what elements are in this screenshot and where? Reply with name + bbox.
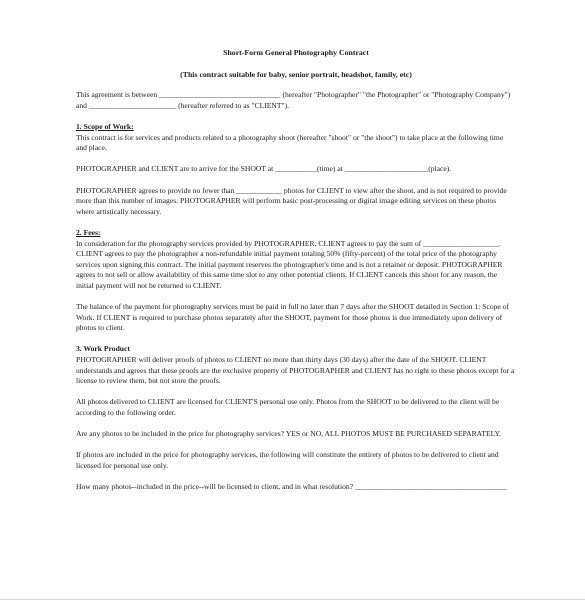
section-1-photos-paragraph: PHOTOGRAPHER agrees to provide no fewer than ____________ photos for CLIENT to view after the shoot, and is not required to provide more than this number of images. PHOTOGRAPHER will perform basic post-processing or digital image editing services on these photos where artistically necessary. <box>76 185 507 216</box>
section-2-body: In consideration for the photography services provided by PHOTOGRAPHER, CLIENT agrees to pay the sum of ____________________. CLIENT agrees to pay the photographer a non-refundable initial payment totaling 50% (fifty-percent) of the total price of the photography services upon signing this contract. The initial payment reserves the photographer's time and is not a retainer or deposit. PHOTOGRAPHER agrees to not sell or allow availability of this same time slot to any other potential clients. If CLIENT cancels this shoot for any reason, the initial payment will not be returned to CLIENT. <box>76 238 503 290</box>
document-subtitle: (This contract suitable for baby, senior portrait, headshot, family, etc) <box>180 69 412 79</box>
section-3-included-question: Are any photos to be included in the price for photography services? YES or NO, ALL PHOTOS MUST BE PURCHASED SEPARATELY. <box>76 429 501 439</box>
document-content <box>76 48 516 503</box>
section-3-body: PHOTOGRAPHER will deliver proofs of photos to CLIENT no more than thirty days (30 days) after the date of the SHOOT. CLIENT understands and agrees that these proofs are the exclusive property of PHOTOGRAPHER and CLIENT has no right to these photos except for a license to review them, but not store the proofs. <box>76 355 515 386</box>
section-1-arrival-paragraph: PHOTOGRAPHER and CLIENT are to arrive for the SHOOT at ___________(time) at ______________________(place). <box>76 164 452 174</box>
section-3-license-paragraph: All photos delivered to CLIENT are licensed for CLIENT'S personal use only. Photos from the SHOOT to be delivered to the client will be according to the following order. <box>76 397 500 417</box>
section-2-balance-paragraph: The balance of the payment for photography services must be paid in full no later than 7 days after the SHOOT detailed in Section 1: Scope of Work. If CLIENT is required to purchase photos separately after the SHOOT, payment for those photos is due immediately upon delivery of photos to client. <box>76 302 510 333</box>
section-3-resolution-question: How many photos--included in the price--will be licensed to client, and in what resolution? ________________________________________ <box>76 482 507 492</box>
document-title: Short-Form General Photography Contract <box>223 48 369 57</box>
intro-paragraph: This agreement is between ________________________________ (hereafter "Photographer" "the Photographer" or "Photography Company") and _______________________ (hereafter referred to as "CLIENT"). <box>76 90 511 110</box>
section-3-included-paragraph: If photos are included in the price for photography services, the following will constitute the entirety of photos to be delivered to client and licensed for personal use only. <box>76 450 499 470</box>
section-3-heading: 3. Work Product <box>76 344 130 354</box>
section-2-heading: 2. Fees: <box>76 227 101 237</box>
section-1-heading: 1. Scope of Work: <box>76 121 134 131</box>
section-1-body: This contract is for services and products related to a photography shoot (hereafter "shoot" or "the shoot") to take place at the following time and place. <box>76 132 504 153</box>
